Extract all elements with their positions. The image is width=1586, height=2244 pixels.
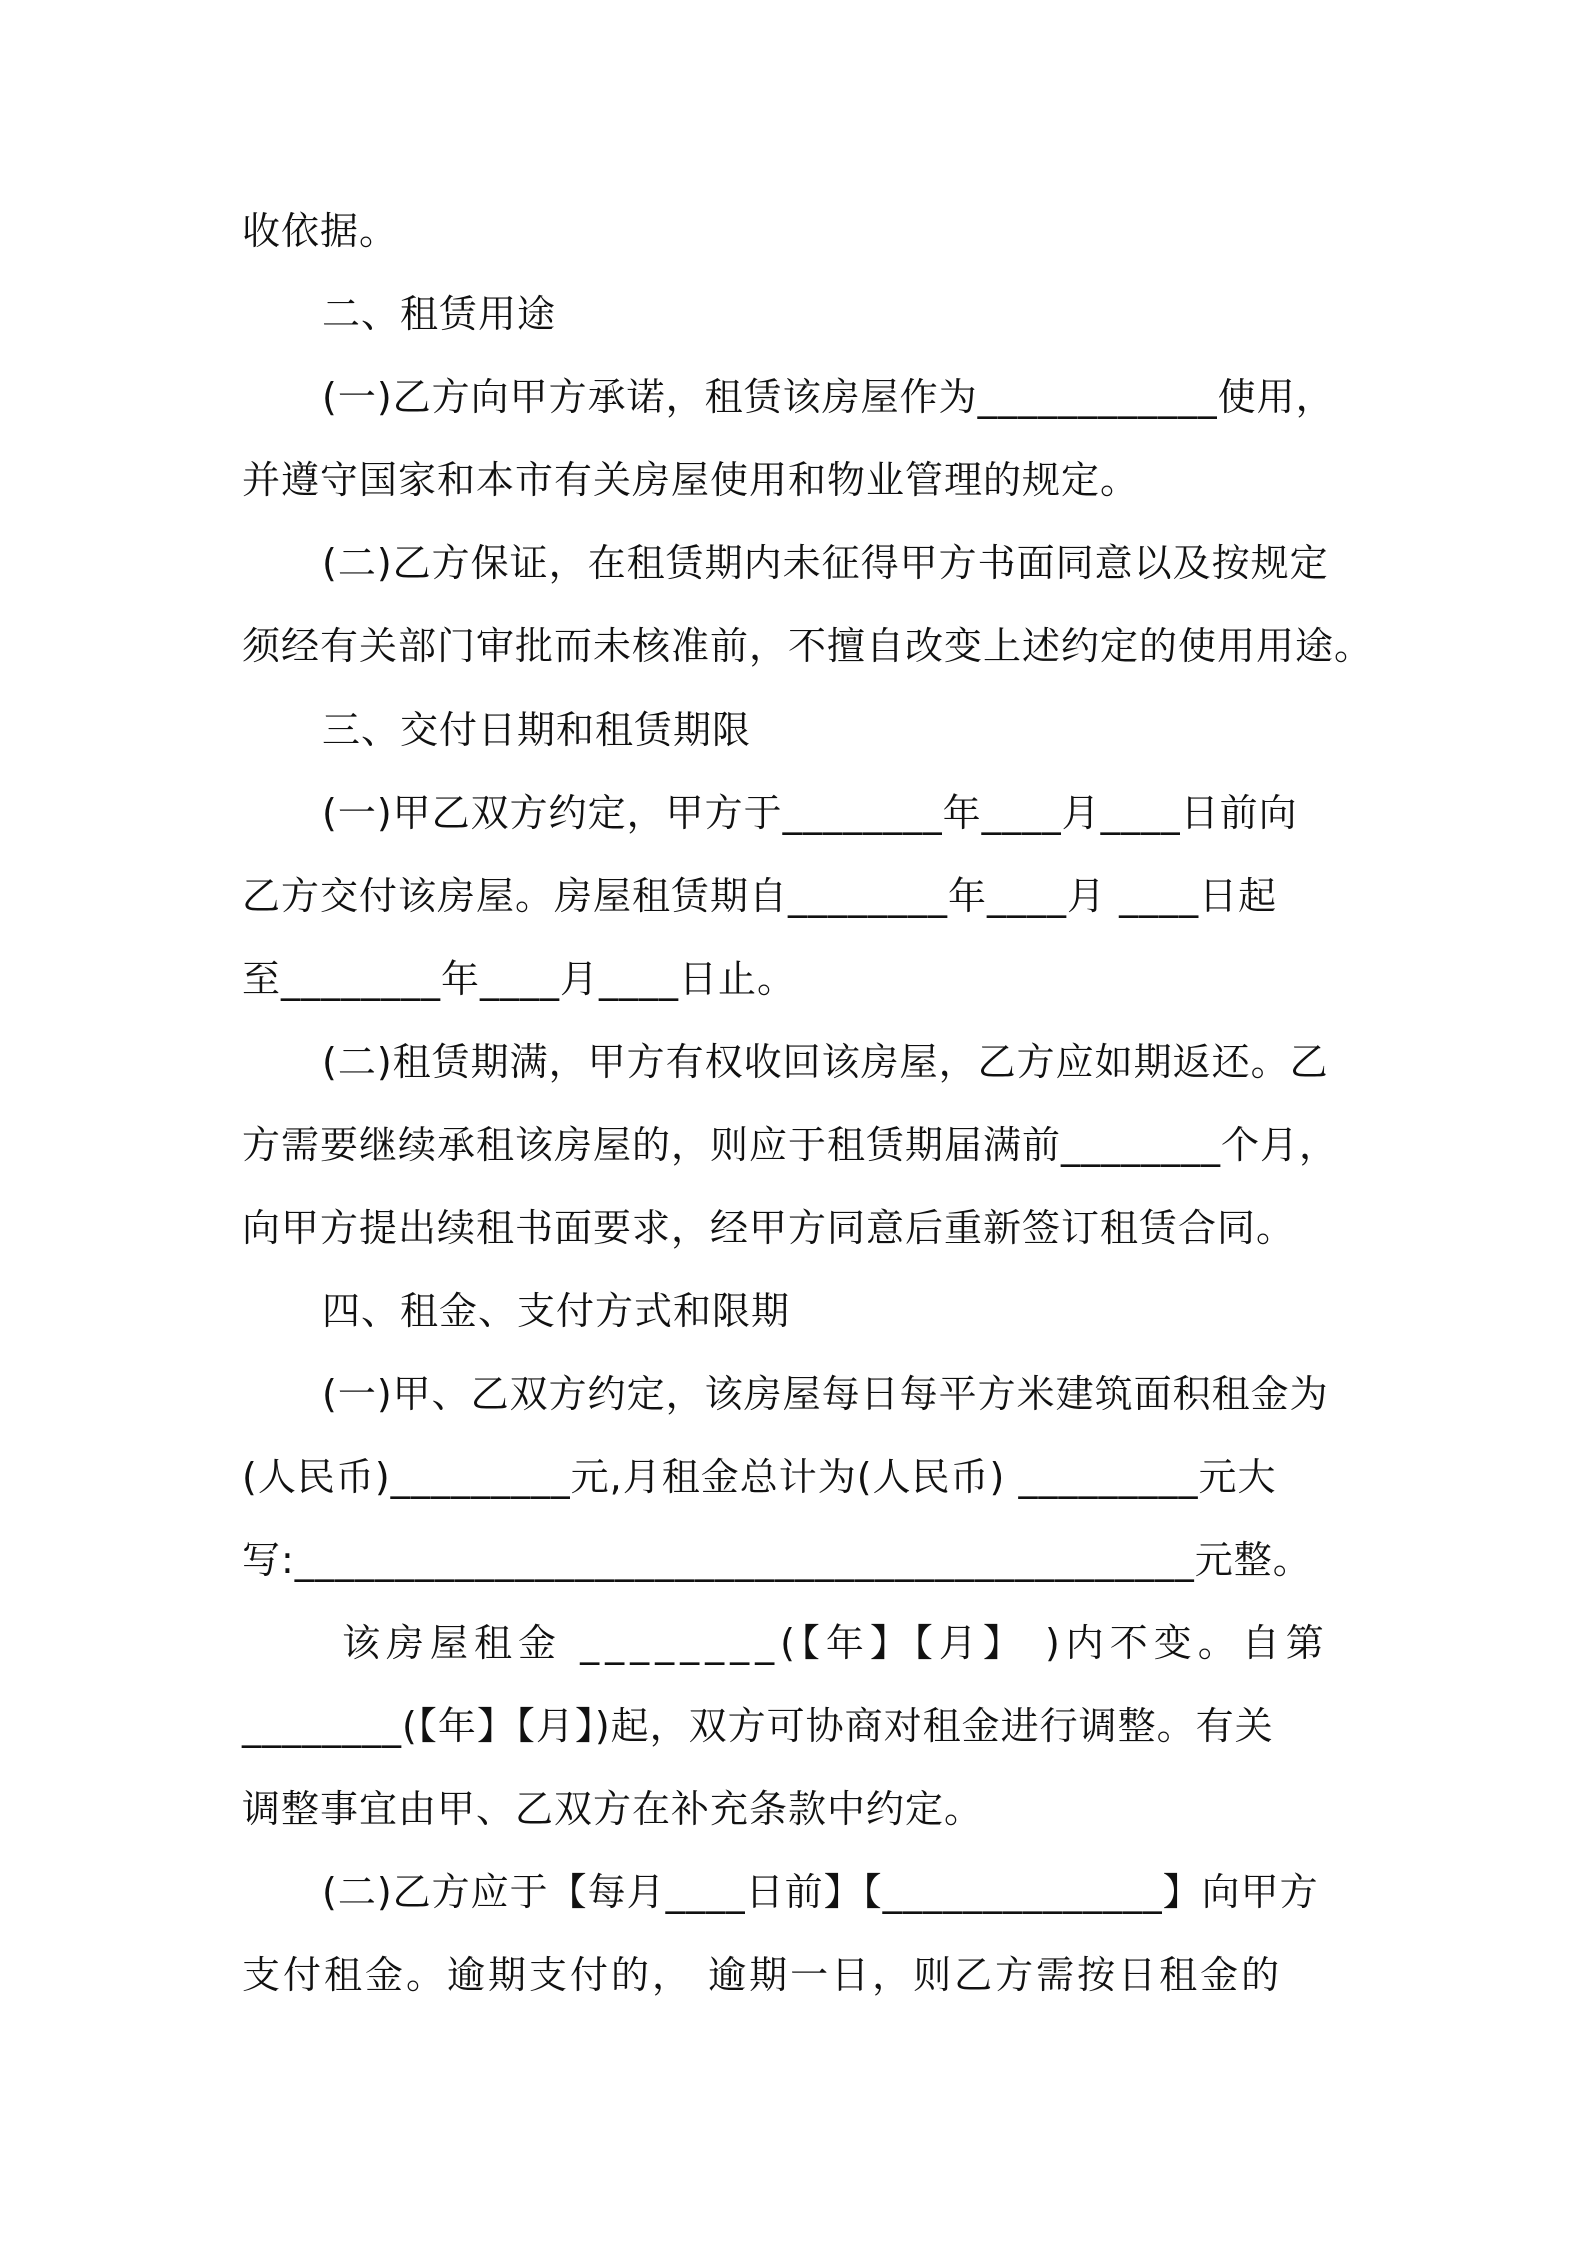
paragraph-line: 须经有关部门审批而未核准前，不擅自改变上述约定的使用用途。 (242, 624, 1374, 668)
paragraph-line: 方需要继续承租该房屋的，则应于租赁期届满前________个月， (242, 1123, 1339, 1167)
section-heading-2: 二、租赁用途 (322, 292, 557, 336)
paragraph-line: 乙方交付该房屋。房屋租赁期自________年____月 ____日起 (242, 874, 1278, 918)
paragraph-line: 支付租金。逾期支付的， 逾期一日，则乙方需按日租金的 (242, 1953, 1283, 1997)
paragraph-line: ________(【年】【月】)起，双方可协商对租金进行调整。有关 (242, 1704, 1274, 1748)
section-heading-4: 四、租金、支付方式和限期 (322, 1289, 791, 1333)
paragraph-line: (一)甲、乙双方约定，该房屋每日每平方米建筑面积租金为 (322, 1372, 1329, 1416)
section-heading-3: 三、交付日期和租赁期限 (322, 708, 752, 752)
paragraph-line: (人民币)_________元,月租金总计为(人民币) _________元大 (242, 1455, 1277, 1499)
paragraph-line: 并遵守国家和本市有关房屋使用和物业管理的规定。 (242, 458, 1140, 502)
paragraph-line: 写:_____________________________________________元整。 (242, 1538, 1312, 1582)
paragraph-line: 收依据。 (242, 209, 399, 253)
paragraph-line: (二)乙方应于【每月____日前】【______________】向甲方 (322, 1870, 1319, 1914)
paragraph-line: 该房屋租金 ________(【年】【月】 )内不变。自第 (342, 1621, 1330, 1665)
paragraph-line: (一)乙方向甲方承诺，租赁该房屋作为____________使用， (322, 375, 1335, 419)
paragraph-line: (二)租赁期满，甲方有权收回该房屋，乙方应如期返还。乙 (322, 1040, 1329, 1084)
paragraph-line: (一)甲乙双方约定，甲方于________年____月____日前向 (322, 791, 1298, 835)
paragraph-line: 向甲方提出续租书面要求，经甲方同意后重新签订租赁合同。 (242, 1206, 1296, 1250)
paragraph-line: (二)乙方保证，在租赁期内未征得甲方书面同意以及按规定 (322, 541, 1329, 585)
paragraph-line: 调整事宜由甲、乙双方在补充条款中约定。 (242, 1787, 984, 1831)
paragraph-line: 至________年____月____日止。 (242, 957, 797, 1001)
